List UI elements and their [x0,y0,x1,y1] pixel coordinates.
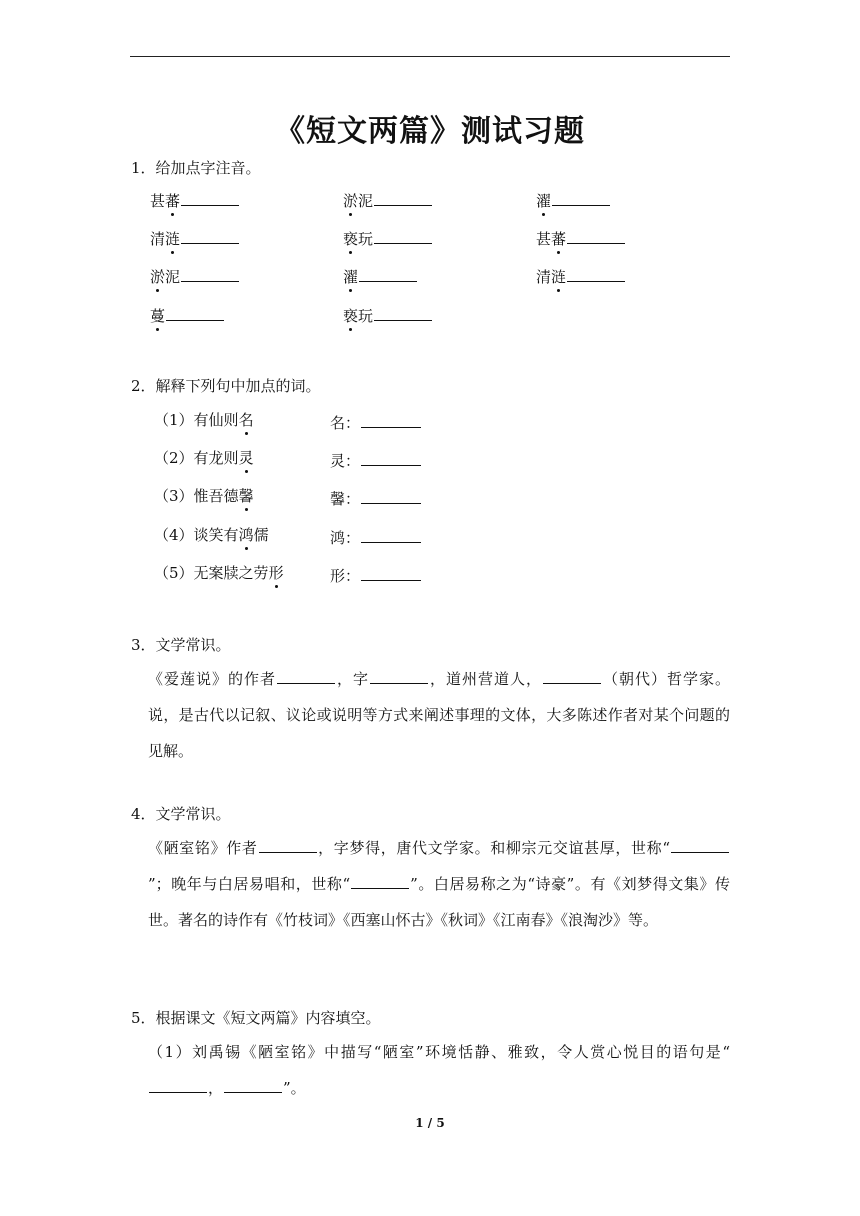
answer-blank[interactable] [374,242,432,244]
answer-blank[interactable] [181,204,239,206]
answer-blank[interactable] [166,319,224,321]
q1-heading: 1．给加点字注音。 [131,159,261,177]
q4-body: 《陋室铭》作者 ，字梦得，唐代文学家。和柳宗元交谊甚厚，世称“”；晚年与白居易唱和，世称“ ”。白居易称之为“诗豪”。有《刘梦得文集》传世。著名的诗作有《竹枝词》《西塞山怀古》《秋词》《江南春》《浪淘沙》等。 [148,839,730,929]
q2-item-3: （3）惟吾德馨 [154,487,254,505]
answer-blank[interactable] [277,682,335,684]
q2-item-4: （4）谈笑有鸿儒 [154,526,269,544]
q1-item-2: 淤泥 [343,191,433,211]
answer-blank[interactable] [351,887,409,889]
answer-blank[interactable] [374,204,432,206]
answer-blank[interactable] [181,242,239,244]
q2-answer-5: 形： [330,566,422,586]
q1-item-6: 甚蕃 [536,229,626,249]
q2-item-2: （2）有龙则灵 [154,449,254,467]
q1-item-7: 淤泥 [150,267,240,287]
header-rule [130,56,730,57]
answer-blank[interactable] [361,464,421,466]
answer-blank[interactable] [361,541,421,543]
q1-item-11: 亵玩 [343,306,433,326]
answer-blank[interactable] [567,242,625,244]
answer-blank[interactable] [361,579,421,581]
answer-blank[interactable] [181,280,239,282]
q1-item-10: 蔓 [150,306,225,326]
answer-blank[interactable] [259,851,317,853]
answer-blank[interactable] [671,851,729,853]
answer-blank[interactable] [552,204,610,206]
page-number: 1 / 5 [415,1116,445,1130]
answer-blank[interactable] [361,502,421,504]
answer-blank[interactable] [374,319,432,321]
q5-body: （1）刘禹锡《陋室铭》中描写“陋室”环境恬静、雅致，令人赏心悦目的语句是“， ”。 [148,1043,730,1097]
answer-blank[interactable] [359,280,417,282]
q2-answer-2: 灵： [330,451,422,471]
q2-answer-1: 名： [330,413,422,433]
answer-blank[interactable] [370,682,428,684]
answer-blank[interactable] [149,1091,207,1093]
page-title: 《短文两篇》测试习题 [275,114,585,149]
answer-blank[interactable] [361,426,421,428]
answer-blank[interactable] [543,682,601,684]
q2-answer-4: 鸿： [330,528,422,548]
answer-blank[interactable] [567,280,625,282]
q1-item-5: 亵玩 [343,229,433,249]
answer-blank[interactable] [224,1091,282,1093]
q4-heading: 4．文学常识。 [131,805,231,823]
q3-heading: 3．文学常识。 [131,636,231,654]
q2-item-5: （5）无案牍之劳形 [154,564,284,582]
q1-item-4: 清涟 [150,229,240,249]
q3-body: 《爱莲说》的作者 ，字 ，道州营道人， （朝代）哲学家。说，是古代以记叙、议论或说明等方式来阐述事理的文体，大多陈述作者对某个问题的见解。 [148,670,730,760]
q1-item-9: 清涟 [536,267,626,287]
q2-answer-3: 馨： [330,489,422,509]
q1-item-8: 濯 [343,267,418,287]
q2-item-1: （1）有仙则名 [154,411,254,429]
q2-heading: 2．解释下列句中加点的词。 [131,377,321,395]
q1-item-3: 濯 [536,191,611,211]
q5-heading: 5．根据课文《短文两篇》内容填空。 [131,1009,381,1027]
q1-item-1: 甚蕃 [150,191,240,211]
